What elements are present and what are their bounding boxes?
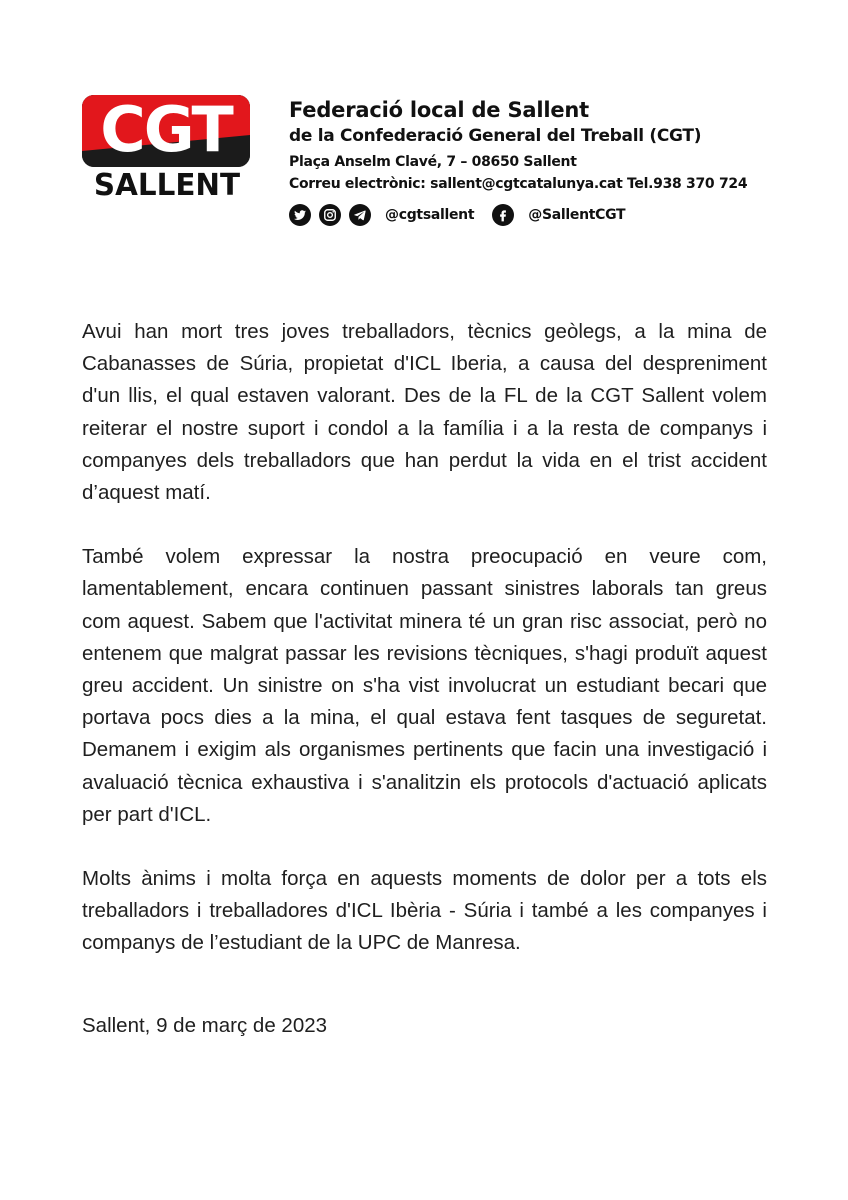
logo-town: SALLENT [93,168,241,203]
social-handle-main[interactable]: @cgtsallent [385,207,475,223]
facebook-icon[interactable] [492,204,514,226]
social-links [289,203,789,227]
logo-badge [82,95,250,167]
letter-body [82,316,767,992]
cgt-sallent-logo [82,95,252,207]
twitter-icon[interactable] [289,204,311,226]
org-subtitle: de la Confederació General del Treball (CGT) [289,126,702,146]
telegram-icon[interactable] [349,204,371,226]
paragraph-1: Avui han mort tres joves treballadors, tècnics geòlegs, a la mina de Cabanasses de Súria, propietat d'ICL Iberia, a causa del despreniment d'un llis, el qual estaven valorant. Des de la FL de la CGT Sallent volem reiterar el nostre suport i condol a la família i a la resta de companys i companyes dels treballadors que han perdut la vida en el trist accident d’aquest matí. [82,320,767,505]
org-name: Federació local de Sallent [289,98,589,122]
date-signature: Sallent, 9 de març de 2023 [82,1014,328,1037]
paragraph-2: També volem expressar la nostra preocupació en veure com, lamentablement, encara continuen passant sinistres laborals tan greus com aquest. Sabem que l'activitat minera té un gran risc associat, però no entenem que malgrat passar les revisions tècniques, s'hagi produït aquest greu accident. Un sinistre on s'ha vist involucrat un estudiant becari que portava pocs dies a la mina, el qual estava fent tasques de seguretat. Demanem i exigim als organismes pertinents que facin una investigació i avaluació tècnica exhaustiva i s'analitzin els protocols d'actuació aplicats per part d'ICL. [82,545,767,826]
logo-acronym: CGT [100,95,232,166]
org-contact: Correu electrònic: sallent@cgtcatalunya.cat Tel.938 370 724 [289,176,748,192]
org-address: Plaça Anselm Clavé, 7 – 08650 Sallent [289,154,577,170]
instagram-icon[interactable] [319,204,341,226]
paragraph-3: Molts ànims i molta força en aquests moments de dolor per a tots els treballadors i treballadores d'ICL Ibèria - Súria i també a les companyes i companys de l’estudiant de la UPC de Manresa. [82,867,767,955]
social-handle-facebook[interactable]: @SallentCGT [528,207,626,223]
letterhead-info [289,96,789,227]
